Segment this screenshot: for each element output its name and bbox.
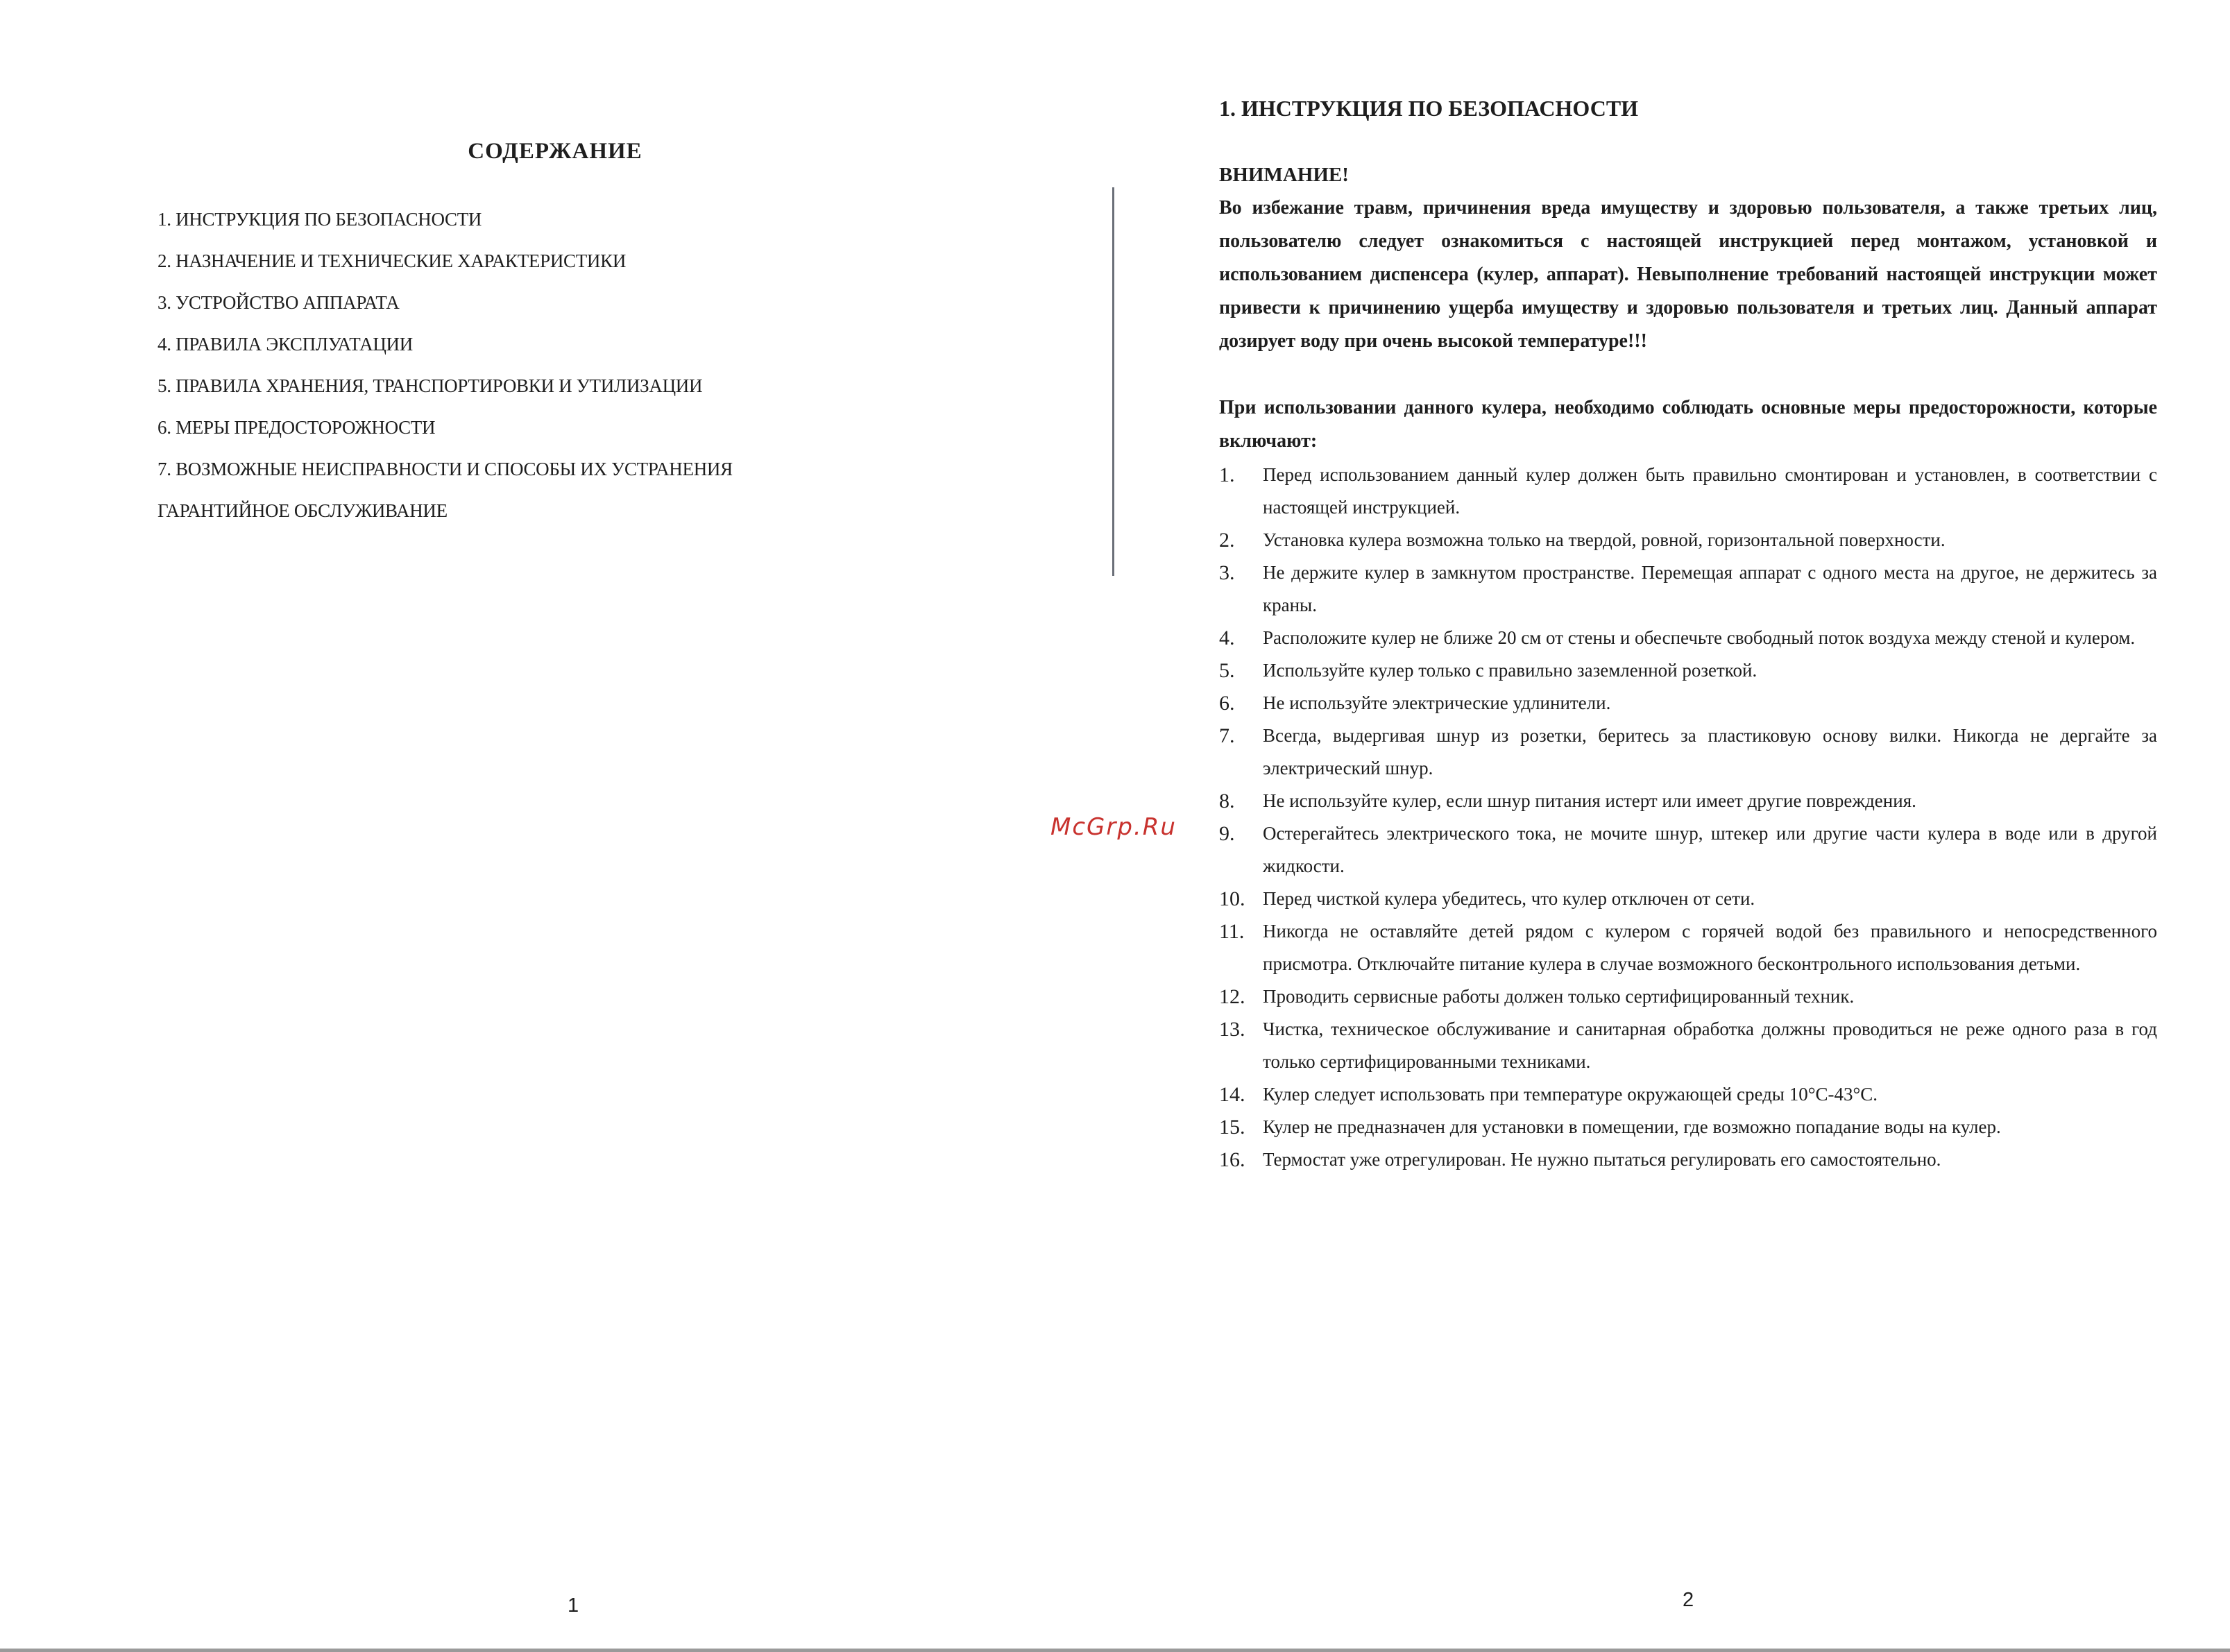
- item-number: 6.: [1219, 692, 1235, 715]
- toc-item[interactable]: 1. ИНСТРУКЦИЯ ПО БЕЗОПАСНОСТИ: [158, 209, 482, 230]
- item-number: 12.: [1219, 985, 1245, 1008]
- list-item: [1219, 1111, 2157, 1143]
- item-text: Кулер не предназначен для установки в помещении, где возможно попадание воды на кулер.: [1263, 1116, 2001, 1137]
- item-number: 10.: [1219, 887, 1245, 910]
- toc-item[interactable]: 5. ПРАВИЛА ХРАНЕНИЯ, ТРАНСПОРТИРОВКИ И УТИЛИЗАЦИИ: [158, 375, 703, 396]
- item-number: 7.: [1219, 724, 1235, 747]
- item-text: Остерегайтесь электрического тока, не мочите шнур, штекер или другие части кулера в воде или в другой жидкости.: [1263, 823, 2157, 876]
- list-item: [1219, 459, 2157, 524]
- item-text: Не используйте электрические удлинители.: [1263, 692, 1611, 713]
- item-text: Чистка, техническое обслуживание и санитарная обработка должны проводиться не реже одного раза в год только сертифицированными техниками.: [1263, 1019, 2157, 1072]
- warning-heading: ВНИМАНИЕ!: [1219, 164, 1349, 186]
- item-number: 8.: [1219, 790, 1235, 812]
- item-text: Всегда, выдергивая шнур из розетки, беритесь за пластиковую основу вилки. Никогда не дергайте за электрический шнур.: [1263, 725, 2157, 778]
- list-item: [1219, 719, 2157, 785]
- toc-item[interactable]: 3. УСТРОЙСТВО АППАРАТА: [158, 292, 400, 313]
- list-item: [1219, 1013, 2157, 1078]
- page-edge-divider: [1112, 187, 1114, 576]
- list-item: [1219, 1143, 2157, 1176]
- list-item: [1219, 556, 2157, 622]
- item-number: 3.: [1219, 561, 1235, 584]
- precautions-intro: При использовании данного кулера, необходимо соблюдать основные меры предосторожности, которые включают:: [1219, 397, 2157, 452]
- item-text: Никогда не оставляйте детей рядом с кулером с горячей водой без правильного и непосредственного присмотра. Отключайте питание кулера в случае возможного бесконтрольного использования детьми.: [1263, 921, 2157, 974]
- list-item: [1219, 883, 2157, 915]
- toc-item[interactable]: 7. ВОЗМОЖНЫЕ НЕИСПРАВНОСТИ И СПОСОБЫ ИХ УСТРАНЕНИЯ: [158, 459, 733, 479]
- item-number: 15.: [1219, 1116, 1245, 1139]
- item-number: 14.: [1219, 1083, 1245, 1106]
- list-item: [1219, 654, 2157, 687]
- page-number: 2: [1683, 1589, 1694, 1611]
- toc-item[interactable]: 6. МЕРЫ ПРЕДОСТОРОЖНОСТИ: [158, 417, 436, 438]
- item-number: 11.: [1219, 920, 1245, 943]
- right-page: [1115, 0, 2230, 1652]
- item-text: Термостат уже отрегулирован. Не нужно пытаться регулировать его самостоятельно.: [1263, 1149, 1941, 1170]
- item-number: 2.: [1219, 529, 1235, 552]
- item-number: 9.: [1219, 822, 1235, 845]
- list-item: [1219, 785, 2157, 817]
- list-item: [1219, 1078, 2157, 1111]
- item-text: Не держите кулер в замкнутом пространстве. Перемещая аппарат с одного места на другое, не держитесь за краны.: [1263, 562, 2157, 615]
- item-number: 1.: [1219, 463, 1235, 486]
- item-text: Не используйте кулер, если шнур питания истерт или имеет другие повреждения.: [1263, 790, 1916, 811]
- item-text: Используйте кулер только с правильно заземленной розеткой.: [1263, 660, 1757, 681]
- item-number: 16.: [1219, 1148, 1245, 1171]
- item-text: Установка кулера возможна только на твердой, ровной, горизонтальной поверхности.: [1263, 529, 1946, 550]
- list-item: [1219, 915, 2157, 980]
- safety-rules-list: [1219, 459, 2157, 1176]
- item-number: 4.: [1219, 627, 1235, 649]
- item-text: Перед использованием данный кулер должен быть правильно смонтирован и установлен, в соответствии с настоящей инструкцией.: [1263, 464, 2157, 518]
- item-text: Кулер следует использовать при температуре окружающей среды 10°С-43°С.: [1263, 1084, 1878, 1105]
- toc-item[interactable]: 4. ПРАВИЛА ЭКСПЛУАТАЦИИ: [158, 334, 413, 355]
- bottom-edge-line: [0, 1649, 2230, 1652]
- list-item: [1219, 980, 2157, 1013]
- list-item: [1219, 524, 2157, 556]
- item-text: Расположите кулер не ближе 20 см от стены и обеспечьте свободный поток воздуха между стеной и кулером.: [1263, 627, 2136, 648]
- toc-list: [158, 205, 733, 538]
- warning-text: Во избежание травм, причинения вреда имуществу и здоровью пользователя, а также третьих лиц, пользователю следует ознакомиться с настоящей инструкцией перед монтажом, установкой и использованием диспенсера (кулер, аппарат). Невыполнение требований настоящей инструкции может привести к причинению ущерба имуществу и здоровью пользователя и третьих лиц. Данный аппарат дозирует воду при очень высокой температуре!!!: [1219, 197, 2157, 352]
- section-title: 1. ИНСТРУКЦИЯ ПО БЕЗОПАСНОСТИ: [1219, 96, 1639, 121]
- watermark-logo: McGrp.Ru: [1050, 813, 1177, 841]
- item-number: 5.: [1219, 659, 1235, 682]
- list-item: [1219, 622, 2157, 654]
- item-number: 13.: [1219, 1018, 1245, 1041]
- toc-title: СОДЕРЖАНИЕ: [468, 139, 642, 164]
- list-item: [1219, 687, 2157, 719]
- list-item: [1219, 817, 2157, 883]
- toc-item[interactable]: ГАРАНТИЙНОЕ ОБСЛУЖИВАНИЕ: [158, 500, 448, 521]
- item-text: Проводить сервисные работы должен только сертифицированный техник.: [1263, 986, 1855, 1007]
- item-text: Перед чисткой кулера убедитесь, что кулер отключен от сети.: [1263, 888, 1755, 909]
- page-number: 1: [568, 1594, 579, 1617]
- toc-item[interactable]: 2. НАЗНАЧЕНИЕ И ТЕХНИЧЕСКИЕ ХАРАКТЕРИСТИКИ: [158, 250, 627, 271]
